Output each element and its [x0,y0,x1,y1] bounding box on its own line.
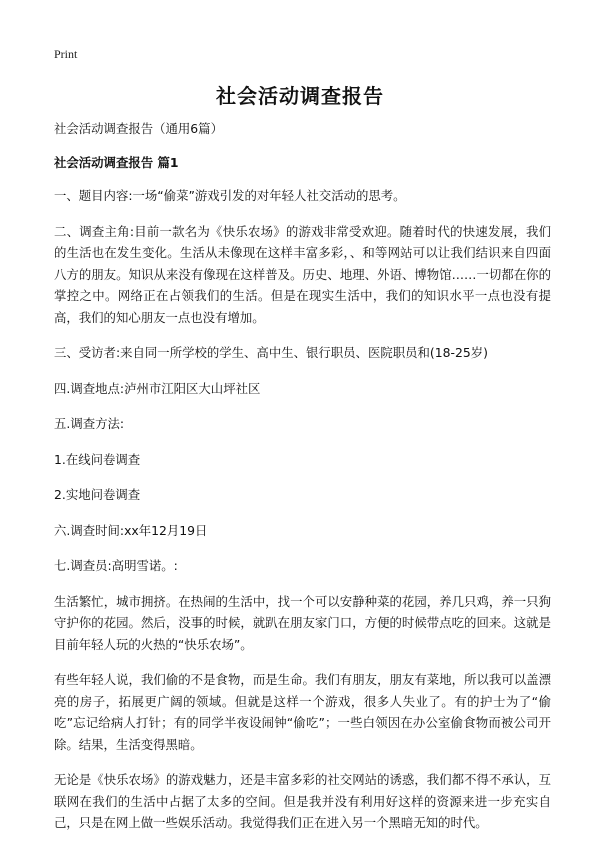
paragraph-body-1: 生活繁忙，城市拥挤。在热闹的生活中，找一个可以安静种菜的花园，养几只鸡，养一只狗守护你的花园。然后，没事的时候，就趴在朋友家门口，方便的时候带点吃的回来。这就是目前年轻人玩的火热的“快乐农场”。 [54,593,551,652]
paragraph-time: 六.调查时间:xx年12月19日 [54,522,208,538]
document-body [54,118,551,848]
section-heading: 社会活动调查报告 篇1 [54,154,179,170]
paragraph-topic: 一、题目内容:一场“偷菜”游戏引发的对年轻人社交活动的思考。 [54,188,406,203]
paragraph-investigators: 七.调查员:高明雪诺。: [54,558,178,573]
paragraph-method-field: 2.实地问卷调查 [54,487,141,502]
paragraph-body-3: 无论是《快乐农场》的游戏魅力，还是丰富多彩的社交网站的诱惑，我们都不得不承认，互联网在我们的生活中占据了太多的空间。但是我并没有利用好这样的资源来进一步充实自己，只是在网上做一些娱乐活动。我觉得我们正在进入另一个黑暗无知的时代。 [54,772,551,830]
paragraph-method-online: 1.在线问卷调查 [54,451,141,467]
page-title: 社会活动调查报告 [216,84,384,108]
paragraph-body-2: 有些年轻人说，我们偷的不是食物，而是生命。我们有朋友，朋友有菜地，所以我可以盖漂亮的房子，拓展更广阔的领域。但就是这样一个游戏，很多人失业了。有的护士为了“偷吃”忘记给病人打针；有的同学半夜设闹钟“偷吃”；一些白领因在办公室偷食物而被公司开除。结果，生活变得黑暗。 [54,672,551,752]
print-label: Print [54,47,78,61]
paragraph-respondents: 三、受访者:来自同一所学校的学生、高中生、银行职员、医院职员和(18-25岁) [54,345,488,360]
paragraph-location: 四.调查地点:泸州市江阳区大山坪社区 [54,380,261,396]
document-subtitle: 社会活动调查报告（通用6篇） [54,121,223,136]
paragraph-method-heading: 五.调查方法: [54,416,125,431]
paragraph-subject: 二、调查主角:目前一款名为《快乐农场》的游戏非常受欢迎。随着时代的快速发展，我们的生活也在发生变化。生活从未像现在这样丰富多彩，、和等网站可以让我们结识来自四面八方的朋友。知识从来没有像现在这样普及。历史、地理、外语、博物馆……一切都在你的掌控之中。网络正在占领我们的生活。但是在现实生活中，我们的知识水平一点也没有提高，我们的知心朋友一点也没有增加。 [54,223,551,325]
